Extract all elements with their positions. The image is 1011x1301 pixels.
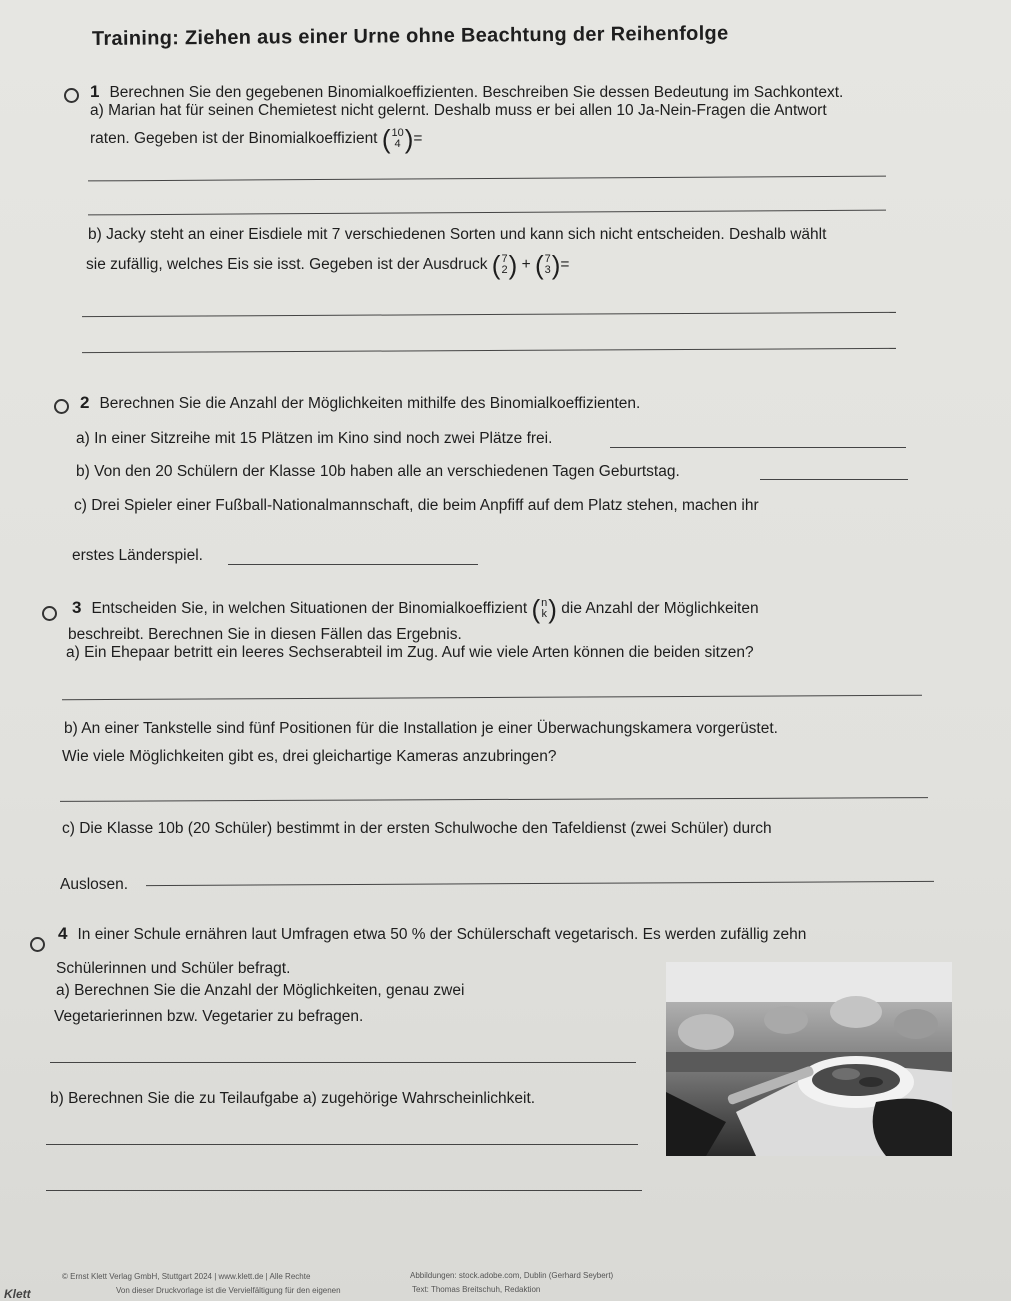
q1b-equals: = bbox=[560, 256, 570, 274]
q1a-equals: = bbox=[413, 130, 423, 148]
checkbox-circle-q3[interactable] bbox=[42, 606, 57, 621]
q1a-line2-text: raten. Gegeben ist der Binomialkoeffizient bbox=[90, 130, 378, 148]
q4-text-line1: In einer Schule ernähren laut Umfragen etwa 50 % der Schülerschaft vegetarisch. Es werden zufällig zehn bbox=[77, 926, 807, 943]
q2-heading bbox=[80, 393, 640, 413]
q3a-text: a) Ein Ehepaar betritt ein leeres Sechserabteil im Zug. Auf wie viele Arten können die beiden sitzen? bbox=[66, 644, 754, 661]
q3b-line2: Wie viele Möglichkeiten gibt es, drei gleichartige Kameras anzubringen? bbox=[62, 748, 557, 765]
q2a-text: a) In einer Sitzreihe mit 15 Plätzen im Kino sind noch zwei Plätze frei. bbox=[76, 430, 553, 447]
q1-text: Berechnen Sie den gegebenen Binomialkoeffizienten. Beschreiben Sie dessen Bedeutung im Sachkontext. bbox=[109, 84, 844, 101]
answer-line-q2a[interactable] bbox=[610, 447, 906, 448]
checkbox-circle-q4[interactable] bbox=[30, 937, 45, 952]
cafeteria-photo bbox=[666, 962, 952, 1156]
q1a-binom-bottom: 4 bbox=[394, 138, 401, 150]
answer-line-q1b-1[interactable] bbox=[82, 312, 896, 317]
q1b-binom1-top: 7 bbox=[501, 253, 508, 265]
q1b-line2-text: sie zufällig, welches Eis sie isst. Gegeben ist der Ausdruck bbox=[86, 256, 488, 274]
q1a-line1: a) Marian hat für seinen Chemietest nicht gelernt. Deshalb muss er bei allen 10 Ja-Nein-Fragen die Antwort bbox=[90, 102, 827, 119]
footer-copyright: © Ernst Klett Verlag GmbH, Stuttgart 2024 | www.klett.de | Alle Rechte bbox=[62, 1272, 311, 1281]
q1a-binomial: ( 10 4 ) bbox=[381, 124, 414, 154]
footer-text-credits: Text: Thomas Breitschuh, Redaktion bbox=[412, 1285, 541, 1294]
q4a-line1: a) Berechnen Sie die Anzahl der Möglichkeiten, genau zwei bbox=[56, 982, 465, 999]
q1b-binom1-bottom: 2 bbox=[501, 264, 508, 276]
answer-line-q2c[interactable] bbox=[228, 564, 478, 565]
q3-text-pre: Entscheiden Sie, in welchen Situationen der Binomialkoeffizient bbox=[91, 600, 528, 618]
worksheet-title: Training: Ziehen aus einer Urne ohne Beachtung der Reihenfolge bbox=[91, 22, 729, 50]
q3-text-line2: beschreibt. Berechnen Sie in diesen Fällen das Ergebnis. bbox=[68, 626, 462, 643]
q3c-line2: Auslosen. bbox=[60, 876, 129, 893]
q1b-binom2-bottom: 3 bbox=[544, 264, 551, 276]
q3-heading bbox=[72, 594, 759, 624]
answer-line-q4b-2[interactable] bbox=[46, 1190, 642, 1191]
q1-heading bbox=[90, 82, 843, 102]
q1b-plus: + bbox=[521, 256, 531, 274]
q1a-line2 bbox=[90, 124, 423, 154]
q1b-line2 bbox=[86, 250, 570, 280]
q3-number: 3 bbox=[72, 598, 82, 618]
q1b-line1: b) Jacky steht an einer Eisdiele mit 7 verschiedenen Sorten und kann sich nicht entscheiden. Deshalb wählt bbox=[88, 226, 827, 243]
q1b-binom2-top: 7 bbox=[544, 253, 551, 265]
answer-line-q3c[interactable] bbox=[146, 881, 934, 886]
answer-line-q1a-2[interactable] bbox=[88, 210, 886, 216]
checkbox-circle-q1[interactable] bbox=[64, 88, 79, 103]
q1-number: 1 bbox=[90, 82, 100, 101]
answer-line-q1a-1[interactable] bbox=[88, 176, 886, 182]
footer-image-credits: Abbildungen: stock.adobe.com, Dublin (Gerhard Seybert) bbox=[410, 1271, 614, 1280]
q1a-binom-top: 10 bbox=[391, 127, 404, 139]
q3c-line1: c) Die Klasse 10b (20 Schüler) bestimmt in der ersten Schulwoche den Tafeldienst (zwei Schüler) durch bbox=[62, 820, 772, 837]
answer-line-q1b-2[interactable] bbox=[82, 348, 896, 353]
answer-line-q4b-1[interactable] bbox=[46, 1144, 638, 1145]
q3-binom-top: n bbox=[541, 597, 548, 609]
q1b-binomial-1: ( 7 2 ) bbox=[491, 250, 518, 280]
answer-line-q4a[interactable] bbox=[50, 1062, 636, 1063]
q3-binomial: ( n k ) bbox=[531, 594, 557, 624]
klett-logo: Klett bbox=[4, 1287, 31, 1301]
q4-text-line2: Schülerinnen und Schüler befragt. bbox=[56, 960, 291, 977]
q2-text: Berechnen Sie die Anzahl der Möglichkeiten mithilfe des Binomialkoeffizienten. bbox=[99, 395, 641, 412]
q2b-text: b) Von den 20 Schülern der Klasse 10b haben alle an verschiedenen Tagen Geburtstag. bbox=[76, 463, 680, 480]
q3-text-post: die Anzahl der Möglichkeiten bbox=[561, 600, 759, 618]
footer-copy-note: Von dieser Druckvorlage ist die Vervielfältigung für den eigenen bbox=[116, 1286, 341, 1295]
q3-binom-bottom: k bbox=[541, 608, 547, 620]
cafeteria-photo-drawing bbox=[666, 962, 952, 1156]
answer-line-q2b[interactable] bbox=[760, 479, 908, 480]
q2c-line2: erstes Länderspiel. bbox=[72, 547, 203, 564]
answer-line-q3b[interactable] bbox=[60, 797, 928, 802]
answer-line-q3a[interactable] bbox=[62, 695, 922, 701]
q4b-text: b) Berechnen Sie die zu Teilaufgabe a) zugehörige Wahrscheinlichkeit. bbox=[50, 1090, 536, 1107]
q2-number: 2 bbox=[80, 393, 90, 412]
q4-heading bbox=[58, 924, 806, 944]
q2c-line1: c) Drei Spieler einer Fußball-Nationalmannschaft, die beim Anpfiff auf dem Platz stehen, machen ihr bbox=[74, 497, 759, 514]
checkbox-circle-q2[interactable] bbox=[54, 399, 69, 414]
q4a-line2: Vegetarierinnen bzw. Vegetarier zu befragen. bbox=[54, 1008, 364, 1025]
q1b-binomial-2: ( 7 3 ) bbox=[534, 250, 561, 280]
q3b-line1: b) An einer Tankstelle sind fünf Positionen für die Installation je einer Überwachungskamera vorgerüstet. bbox=[64, 720, 778, 737]
q4-number: 4 bbox=[58, 924, 68, 943]
